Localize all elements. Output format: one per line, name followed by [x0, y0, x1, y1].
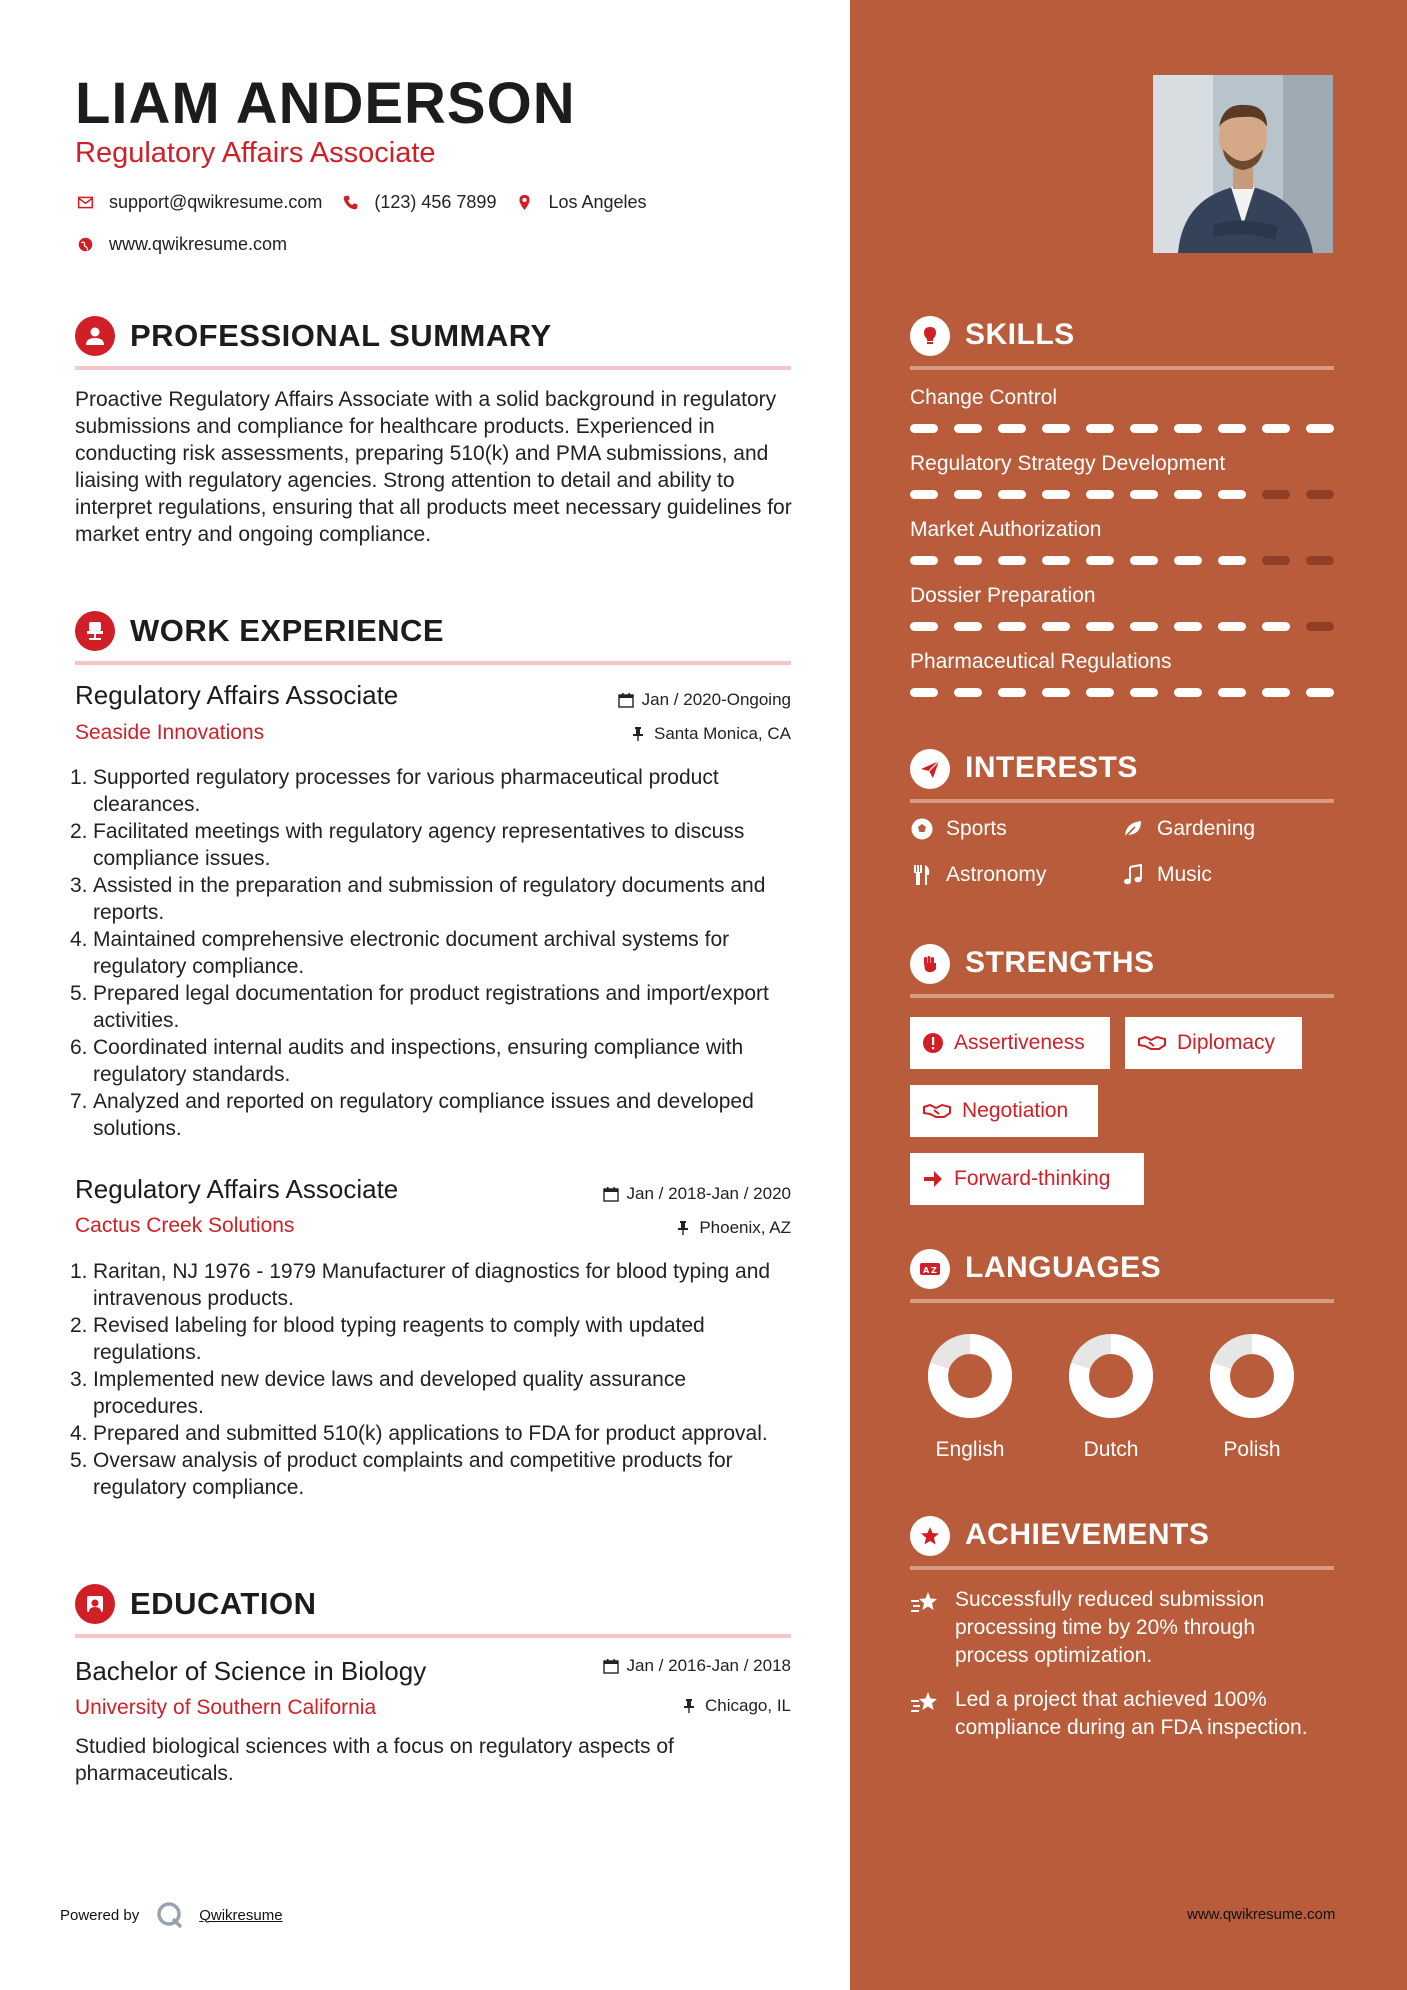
phone-icon — [340, 193, 360, 213]
company-name: Cactus Creek Solutions — [75, 1214, 295, 1237]
leaf-icon — [1121, 817, 1145, 841]
skill-dot — [954, 688, 982, 697]
skill-dot — [1130, 622, 1158, 631]
skill-dot — [1174, 556, 1202, 565]
interest-label: Astronomy — [946, 863, 1047, 886]
fist-icon — [910, 944, 950, 984]
achievement-item — [910, 1586, 1334, 1670]
skill-dot — [1306, 622, 1334, 631]
skill-dot — [1086, 688, 1114, 697]
globe-icon — [75, 235, 95, 255]
achievement-text: Led a project that achieved 100% compliance during an FDA inspection. — [955, 1688, 1308, 1739]
job-date — [603, 1184, 791, 1204]
skill-dot — [1130, 556, 1158, 565]
profile-photo — [1153, 75, 1333, 253]
achievement-item — [910, 1686, 1334, 1742]
footer-website[interactable]: www.qwikresume.com — [1187, 1906, 1336, 1923]
interest-item — [1121, 863, 1212, 887]
section-divider — [910, 994, 1334, 998]
skill-dot — [1218, 556, 1246, 565]
education-heading: EDUCATION — [130, 1586, 317, 1621]
map-pin-icon — [514, 193, 534, 213]
list-item: 3. Assisted in the preparation and submission of regulatory documents and reports. — [70, 874, 766, 924]
phone-number[interactable]: (123) 456 7899 — [374, 192, 497, 212]
education-location-text: Chicago, IL — [705, 1696, 791, 1715]
achievements-section-header — [910, 1512, 1334, 1572]
language-donut — [1068, 1333, 1154, 1419]
skill-dot — [1174, 490, 1202, 499]
brand-link[interactable]: Qwikresume — [199, 1906, 283, 1924]
list-item: 1. Raritan, NJ 1976 - 1979 Manufacturer of diagnostics for blood typing and intravenous products. — [70, 1260, 771, 1310]
section-divider — [910, 799, 1334, 803]
skill-item — [910, 584, 1334, 632]
skill-dot — [1262, 688, 1290, 697]
interests-section-header — [910, 745, 1334, 805]
education-section-header — [75, 1580, 791, 1640]
skill-name: Market Authorization — [910, 518, 1102, 541]
education-date — [603, 1656, 791, 1676]
skill-dot — [998, 688, 1026, 697]
list-item: 4. Prepared and submitted 510(k) applications to FDA for product approval. — [70, 1422, 768, 1445]
skill-dot — [1086, 490, 1114, 499]
job-bullets — [70, 1258, 795, 1501]
language-name: English — [935, 1438, 1005, 1461]
website-link[interactable]: www.qwikresume.com — [109, 234, 288, 254]
experience-heading: WORK EXPERIENCE — [130, 613, 445, 648]
pushpin-icon — [681, 1698, 697, 1714]
skill-dot — [1042, 490, 1070, 499]
office-chair-icon — [75, 611, 115, 651]
skill-dot — [998, 622, 1026, 631]
skill-dot — [954, 490, 982, 499]
list-item: 1. Supported regulatory processes for various pharmaceutical product clearances. — [70, 766, 719, 816]
strength-label: Negotiation — [962, 1099, 1069, 1122]
job-location — [630, 724, 791, 744]
skill-dot — [1306, 424, 1334, 433]
email-link[interactable]: support@qwikresume.com — [109, 192, 323, 212]
pushpin-icon — [630, 726, 646, 742]
skill-dot — [1262, 622, 1290, 631]
job-date-text: Jan / 2020-Ongoing — [641, 690, 791, 709]
skill-dot — [1174, 622, 1202, 631]
language-item — [1061, 1333, 1161, 1462]
skill-dot — [910, 622, 938, 631]
website-row — [75, 234, 305, 255]
skill-rating — [910, 424, 1334, 434]
interest-item — [910, 817, 1007, 841]
job-location-text: Santa Monica, CA — [653, 724, 791, 743]
interest-item — [1121, 817, 1255, 841]
skill-dot — [1262, 556, 1290, 565]
language-item — [920, 1333, 1020, 1462]
skill-rating — [910, 556, 1334, 566]
section-divider — [910, 1566, 1334, 1570]
skill-item — [910, 386, 1334, 434]
skill-dot — [910, 556, 938, 565]
skill-dot — [1042, 424, 1070, 433]
candidate-name: LIAM ANDERSON — [75, 71, 576, 136]
skill-dot — [1174, 424, 1202, 433]
music-note-icon — [1121, 863, 1145, 887]
job-date — [618, 690, 791, 710]
user-icon — [75, 316, 115, 356]
interest-item — [910, 863, 1046, 887]
skill-dot — [1218, 490, 1246, 499]
skill-dot — [998, 490, 1026, 499]
pushpin-icon — [675, 1220, 691, 1236]
education-location — [681, 1696, 791, 1716]
arrow-right-icon — [922, 1168, 944, 1190]
language-donut — [1209, 1333, 1295, 1419]
strengths-heading: STRENGTHS — [965, 946, 1155, 979]
skills-heading: SKILLS — [965, 318, 1075, 351]
summary-heading: PROFESSIONAL SUMMARY — [130, 318, 552, 353]
skill-dot — [1042, 688, 1070, 697]
skill-dot — [1218, 424, 1246, 433]
job-location — [675, 1218, 791, 1238]
strength-badge — [910, 1153, 1144, 1205]
skill-dot — [1130, 424, 1158, 433]
languages-section-header — [910, 1245, 1334, 1305]
skill-name: Regulatory Strategy Development — [910, 452, 1226, 475]
star-badge-icon — [910, 1516, 950, 1556]
skill-dot — [1262, 490, 1290, 499]
skill-dot — [1218, 622, 1246, 631]
qwikresume-logo-icon — [155, 1900, 185, 1930]
skill-dot — [1086, 424, 1114, 433]
job-date-text: Jan / 2018-Jan / 2020 — [626, 1184, 791, 1203]
interests-heading: INTERESTS — [965, 751, 1138, 784]
section-divider — [910, 1299, 1334, 1303]
interest-label: Gardening — [1157, 817, 1256, 840]
company-name: Seaside Innovations — [75, 721, 265, 744]
envelope-icon — [75, 193, 95, 213]
list-item: 3. Implemented new device laws and developed quality assurance procedures. — [70, 1368, 687, 1418]
candidate-title: Regulatory Affairs Associate — [75, 137, 436, 169]
skill-dot — [954, 556, 982, 565]
language-name: Dutch — [1083, 1438, 1139, 1461]
list-item: 6. Coordinated internal audits and inspections, ensuring compliance with regulatory standards. — [70, 1036, 744, 1086]
summary-section-header — [75, 312, 791, 372]
skill-dot — [998, 424, 1026, 433]
powered-by-label: Powered by — [60, 1906, 140, 1924]
skill-dot — [1042, 622, 1070, 631]
list-item: 5. Prepared legal documentation for product registrations and import/export activities. — [70, 982, 769, 1032]
achievement-text: Successfully reduced submission processing time by 20% through process optimization. — [955, 1588, 1265, 1667]
skill-dot — [1306, 490, 1334, 499]
utensils-icon — [910, 863, 934, 887]
strength-label: Assertiveness — [954, 1031, 1085, 1054]
job-title: Regulatory Affairs Associate — [75, 680, 399, 710]
education-text: Studied biological sciences with a focus on regulatory aspects of pharmaceuticals. — [75, 1735, 674, 1785]
list-item: 5. Oversaw analysis of product complaints and competitive products for regulatory compliance. — [70, 1449, 733, 1499]
exclamation-circle-icon — [922, 1032, 944, 1054]
skill-item — [910, 650, 1334, 698]
interest-label: Music — [1157, 863, 1212, 886]
svg-text:Z: Z — [931, 1266, 937, 1275]
handshake-icon — [922, 1100, 952, 1122]
section-divider — [910, 366, 1334, 370]
skill-name: Dossier Preparation — [910, 584, 1096, 607]
language-name: Polish — [1223, 1438, 1281, 1461]
calendar-icon — [603, 1186, 619, 1202]
skill-dot — [998, 556, 1026, 565]
handshake-icon — [1137, 1032, 1167, 1054]
skill-dot — [1086, 622, 1114, 631]
skill-dot — [1130, 490, 1158, 499]
skill-name: Change Control — [910, 386, 1058, 409]
translate-icon — [910, 1249, 950, 1289]
job-location-text: Phoenix, AZ — [699, 1218, 791, 1237]
location-text: Los Angeles — [548, 192, 647, 212]
skill-dot — [1130, 688, 1158, 697]
languages-heading: LANGUAGES — [965, 1251, 1162, 1284]
calendar-icon — [603, 1658, 619, 1674]
skill-dot — [1306, 688, 1334, 697]
shooting-star-icon — [910, 1590, 940, 1618]
skill-name: Pharmaceutical Regulations — [910, 650, 1172, 673]
strength-badge — [910, 1085, 1098, 1137]
contact-row — [75, 192, 665, 213]
shooting-star-icon — [910, 1690, 940, 1718]
achievements-heading: ACHIEVEMENTS — [965, 1518, 1210, 1551]
skill-dot — [1174, 688, 1202, 697]
skill-dot — [910, 490, 938, 499]
strength-label: Diplomacy — [1177, 1031, 1276, 1054]
education-date-text: Jan / 2016-Jan / 2018 — [626, 1656, 791, 1675]
strength-label: Forward-thinking — [954, 1167, 1111, 1190]
skill-item — [910, 452, 1334, 500]
calendar-icon — [618, 692, 634, 708]
lightbulb-icon — [910, 316, 950, 356]
strength-badge — [910, 1017, 1110, 1069]
skill-dot — [1262, 424, 1290, 433]
skill-rating — [910, 490, 1334, 500]
experience-section-header — [75, 607, 791, 667]
list-item: 7. Analyzed and reported on regulatory compliance issues and developed solutions. — [70, 1090, 754, 1140]
job-bullets — [70, 764, 795, 1142]
skills-section-header — [910, 312, 1334, 372]
skill-dot — [954, 424, 982, 433]
skill-dot — [1306, 556, 1334, 565]
section-divider — [75, 661, 791, 665]
degree-title: Bachelor of Science in Biology — [75, 1656, 427, 1686]
skill-rating — [910, 622, 1334, 632]
school-name: University of Southern California — [75, 1696, 377, 1719]
section-divider — [75, 1634, 791, 1638]
skill-dot — [910, 424, 938, 433]
list-item: 2. Facilitated meetings with regulatory agency representatives to discuss compliance issues. — [70, 820, 745, 870]
skill-dot — [1042, 556, 1070, 565]
interest-label: Sports — [946, 817, 1007, 840]
paper-plane-icon — [910, 749, 950, 789]
soccer-ball-icon — [910, 817, 934, 841]
list-item: 4. Maintained comprehensive electronic document archival systems for regulatory compliance. — [70, 928, 730, 978]
skill-dot — [954, 622, 982, 631]
skill-dot — [1218, 688, 1246, 697]
skill-dot — [910, 688, 938, 697]
skill-dot — [1086, 556, 1114, 565]
powered-by — [60, 1900, 283, 1930]
strength-badge — [1125, 1017, 1302, 1069]
graduate-icon — [75, 1584, 115, 1624]
skill-item — [910, 518, 1334, 566]
list-item: 2. Revised labeling for blood typing reagents to comply with updated regulations. — [70, 1314, 705, 1364]
svg-text:A: A — [923, 1266, 930, 1275]
strengths-section-header — [910, 940, 1334, 1000]
language-item — [1202, 1333, 1302, 1462]
section-divider — [75, 366, 791, 370]
summary-text: Proactive Regulatory Affairs Associate with a solid background in regulatory submissions and compliance for healthcare products. Experienced in conducting risk assessments, preparing 510(k) and PMA submissions, and liaising with regulatory agencies. Strong attention to detail and ability to interpret regulations, ensuring that all products meet necessary guidelines for market entry and ongoing compliance. — [75, 388, 792, 546]
skill-rating — [910, 688, 1334, 698]
job-title: Regulatory Affairs Associate — [75, 1174, 399, 1204]
language-donut — [927, 1333, 1013, 1419]
